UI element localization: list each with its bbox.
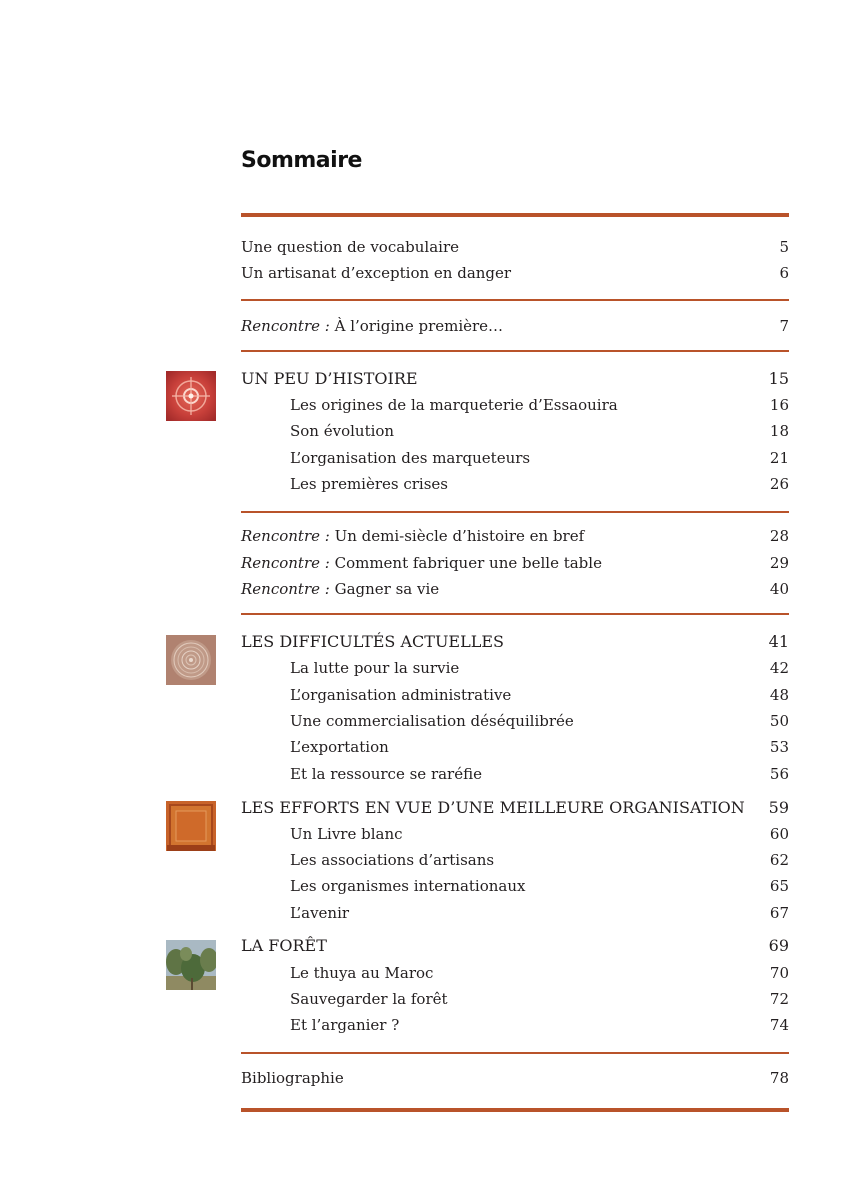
toc-chapter-foret[interactable] <box>241 933 789 959</box>
toc-subentry[interactable] <box>290 900 789 926</box>
toc-subentry[interactable] <box>290 655 789 681</box>
toc-subentry[interactable] <box>290 418 789 444</box>
rencontre-title: Un demi-siècle d’histoire en bref <box>329 527 585 545</box>
toc-subentry[interactable] <box>290 960 789 986</box>
rencontre-title: Gagner sa vie <box>329 580 440 598</box>
toc-page: 67 <box>769 904 789 922</box>
toc-page: 70 <box>769 964 789 982</box>
toc-page: 72 <box>769 990 789 1008</box>
toc-subentry[interactable] <box>290 986 789 1012</box>
circular-inlay-pattern-thumbnail <box>166 635 216 685</box>
chapter-title: UN PEU D’HISTOIRE <box>241 369 418 388</box>
section-divider <box>241 299 789 301</box>
toc-entry-artisanat[interactable] <box>241 260 789 286</box>
toc-entry-bibliographie[interactable] <box>241 1065 789 1091</box>
section-divider <box>241 511 789 513</box>
toc-page: 62 <box>769 851 789 869</box>
toc-page: 50 <box>769 712 789 730</box>
rencontre-title: À l’origine première… <box>329 317 504 335</box>
rencontre-prefix: Rencontre : <box>241 554 330 572</box>
chapter-title: LA FORÊT <box>241 936 327 955</box>
toc-page: 28 <box>769 527 789 545</box>
rencontre-prefix: Rencontre : <box>241 317 330 335</box>
toc-page: 5 <box>779 238 789 256</box>
toc-page: 41 <box>768 632 789 651</box>
toc-page: 65 <box>769 877 789 895</box>
toc-subentry[interactable] <box>290 392 789 418</box>
toc-label: L’exportation <box>290 738 389 756</box>
toc-page: 29 <box>769 554 789 572</box>
toc-label: Son évolution <box>290 422 395 440</box>
toc-chapter-histoire[interactable] <box>241 366 789 392</box>
toc-label: Bibliographie <box>241 1069 344 1087</box>
toc-page: 7 <box>779 317 789 335</box>
toc-label: Les premières crises <box>290 475 449 493</box>
toc-subentry[interactable] <box>290 682 789 708</box>
section-divider <box>241 1052 789 1054</box>
toc-label <box>241 576 439 602</box>
chapter-title: LES DIFFICULTÉS ACTUELLES <box>241 632 504 651</box>
toc-page: 6 <box>779 264 789 282</box>
chapter-title: LES EFFORTS EN VUE D’UNE MEILLEURE ORGANISATION <box>241 798 745 817</box>
toc-label <box>241 550 602 576</box>
toc-page: 15 <box>768 369 789 388</box>
toc-subentry[interactable] <box>290 873 789 899</box>
toc-entry-vocabulaire[interactable] <box>241 234 789 260</box>
thuya-forest-thumbnail <box>166 940 216 990</box>
toc-page: 18 <box>769 422 789 440</box>
toc-subentry[interactable] <box>290 734 789 760</box>
toc-label: Sauvegarder la forêt <box>290 990 448 1008</box>
toc-subentry[interactable] <box>290 761 789 787</box>
toc-label: La lutte pour la survie <box>290 659 460 677</box>
toc-page: 42 <box>769 659 789 677</box>
toc-entry-rencontre-origine[interactable] <box>241 313 789 339</box>
toc-label: Un Livre blanc <box>290 825 403 843</box>
toc-label: Les origines de la marqueterie d’Essaouira <box>290 396 618 414</box>
toc-label: L’organisation administrative <box>290 686 512 704</box>
toc-subentry[interactable] <box>290 708 789 734</box>
toc-label <box>241 523 584 549</box>
section-divider <box>241 613 789 615</box>
toc-label: L’avenir <box>290 904 350 922</box>
section-divider <box>241 350 789 352</box>
toc-label: Les organismes internationaux <box>290 877 526 895</box>
toc-subentry[interactable] <box>290 445 789 471</box>
toc-page: 16 <box>769 396 789 414</box>
toc-label: Une question de vocabulaire <box>241 238 460 256</box>
rencontre-title: Comment fabriquer une belle table <box>329 554 602 572</box>
red-mandala-inlay-thumbnail <box>166 371 216 421</box>
toc-label: L’organisation des marqueteurs <box>290 449 531 467</box>
toc-page: 48 <box>769 686 789 704</box>
toc-entry-rencontre-histoire[interactable] <box>241 523 789 549</box>
toc-subentry[interactable] <box>290 1012 789 1038</box>
toc-label: Le thuya au Maroc <box>290 964 434 982</box>
toc-subentry[interactable] <box>290 471 789 497</box>
toc-page: 60 <box>769 825 789 843</box>
wooden-box-lid-thumbnail <box>166 801 216 851</box>
toc-chapter-difficultes[interactable] <box>241 629 789 655</box>
toc-label: Un artisanat d’exception en danger <box>241 264 512 282</box>
rencontre-prefix: Rencontre : <box>241 527 330 545</box>
toc-page: 74 <box>769 1016 789 1034</box>
toc-subentry[interactable] <box>290 847 789 873</box>
toc-entry-rencontre-table[interactable] <box>241 550 789 576</box>
toc-label: Et l’arganier ? <box>290 1016 400 1034</box>
toc-page: 53 <box>769 738 789 756</box>
toc-subentry[interactable] <box>290 821 789 847</box>
toc-page: 59 <box>768 798 789 817</box>
page-title: Sommaire <box>241 148 362 173</box>
toc-page: 69 <box>768 936 789 955</box>
toc-page: 56 <box>769 765 789 783</box>
toc-page: 21 <box>769 449 789 467</box>
toc-label <box>241 313 503 339</box>
top-rule <box>241 213 789 217</box>
toc-chapter-efforts[interactable] <box>241 795 789 821</box>
toc-page: 78 <box>769 1069 789 1087</box>
toc-page: 40 <box>769 580 789 598</box>
toc-entry-rencontre-vie[interactable] <box>241 576 789 602</box>
toc-page: 26 <box>769 475 789 493</box>
rencontre-prefix: Rencontre : <box>241 580 330 598</box>
toc-label: Les associations d’artisans <box>290 851 495 869</box>
bottom-rule <box>241 1108 789 1112</box>
toc-label: Une commercialisation déséquilibrée <box>290 712 574 730</box>
toc-label: Et la ressource se raréfie <box>290 765 482 783</box>
